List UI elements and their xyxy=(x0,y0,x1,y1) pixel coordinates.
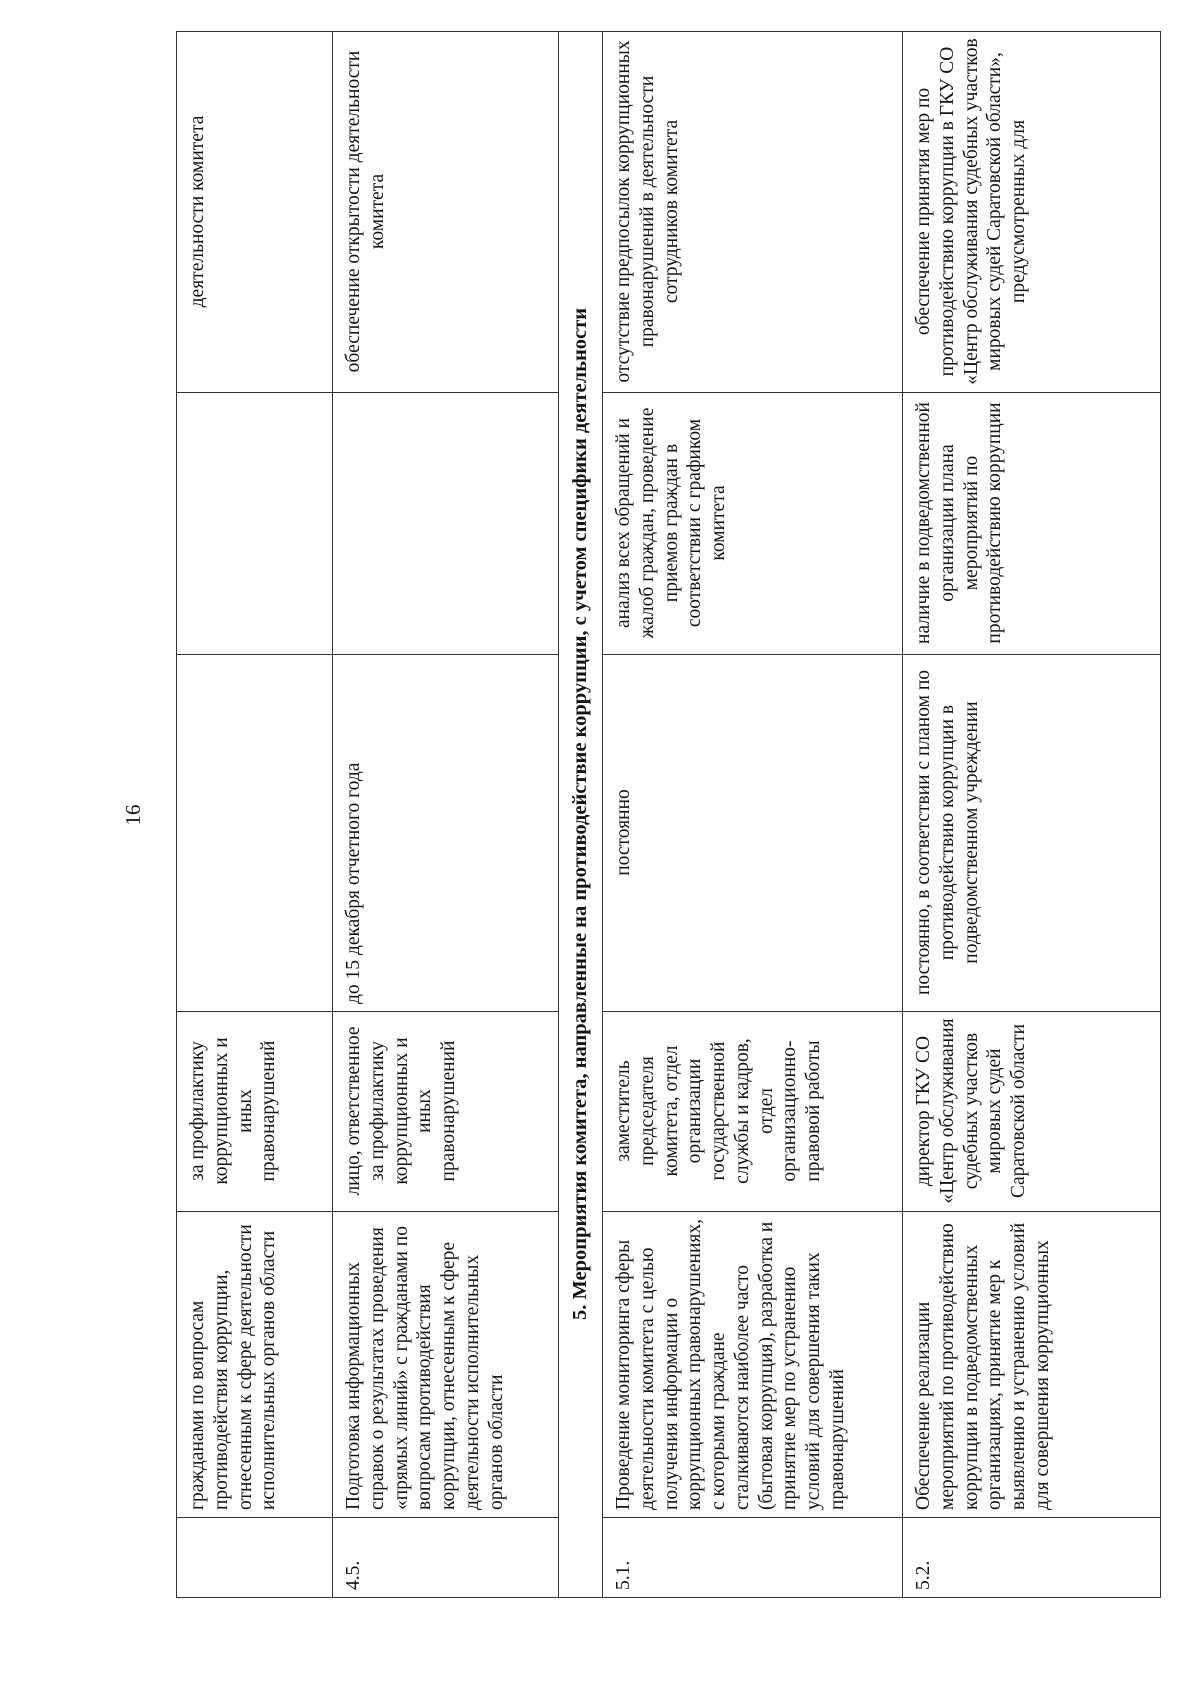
row-number: 5.2. xyxy=(903,1518,1161,1598)
activity-cell: Подготовка информационных справок о результатах проведения «прямых линий» с гражданами по вопросам противодействия коррупции, отнесенным к сфере деятельности исполнительных органов области xyxy=(333,1212,559,1518)
indicator-cell: наличие в подведомственной организации плана мероприятий по противодействию коррупции xyxy=(903,393,1161,655)
responsible-cell: директор ГКУ СО «Центр обслуживания судебных участков мировых судей Саратовской области xyxy=(903,1012,1161,1212)
indicator-cell xyxy=(333,393,559,655)
result-cell: обеспечение открытости деятельности комитета xyxy=(333,32,559,393)
result-cell: деятельности комитета xyxy=(177,32,333,393)
deadline-cell: до 15 декабря отчетного года xyxy=(333,655,559,1012)
section-title: 5. Мероприятия комитета, направленные на противодействие коррупции, с учетом специфики деятельности xyxy=(559,32,603,1598)
activity-cell: Обеспечение реализации мероприятий по противодействию коррупции в подведомственных организациях, принятие мер к выявлению и устранению условий для совершения коррупционных xyxy=(903,1212,1161,1518)
table-row xyxy=(603,32,903,1598)
indicator-cell: анализ всех обращений и жалоб граждан, проведение приемов граждан в соответствии с графиком комитета xyxy=(603,393,903,655)
page-number: 16 xyxy=(121,804,145,826)
row-number xyxy=(177,1518,333,1598)
table-row xyxy=(903,32,1161,1598)
rotated-page xyxy=(118,32,1160,1598)
responsible-cell: за профилактику коррупционных и иных правонарушений xyxy=(177,1012,333,1212)
table-row xyxy=(333,32,559,1598)
table-row xyxy=(177,32,333,1598)
result-cell: отсутствие предпосылок коррупционных правонарушений в деятельности сотрудников комитета xyxy=(603,32,903,393)
indicator-cell xyxy=(177,393,333,655)
row-number: 4.5. xyxy=(333,1518,559,1598)
activity-cell: Проведение мониторинга сферы деятельности комитета с целью получения информации о коррупционных правонарушениях, с которыми граждане сталкиваются наиболее часто (бытовая коррупция), разработка и принятие мер по устранению условий для совершения таких правонарушений xyxy=(603,1212,903,1518)
responsible-cell: заместитель председателя комитета, отдел организации государственной службы и кадров, отдел организационно-правовой работы xyxy=(603,1012,903,1212)
deadline-cell: постоянно, в соответствии с планом по противодействию коррупции в подведомственном учреждении xyxy=(903,655,1161,1012)
deadline-cell: постоянно xyxy=(603,655,903,1012)
deadline-cell xyxy=(177,655,333,1012)
responsible-cell: лицо, ответственное за профилактику коррупционных и иных правонарушений xyxy=(333,1012,559,1212)
row-number: 5.1. xyxy=(603,1518,903,1598)
result-cell: обеспечение принятия мер по противодействию коррупции в ГКУ СО «Центр обслуживания судебных участков мировых судей Саратовской области», предусмотренных для xyxy=(903,32,1161,393)
activity-cell: гражданами по вопросам противодействия коррупции, отнесенным к сфере деятельности исполнительных органов области xyxy=(177,1212,333,1518)
section-heading-row xyxy=(559,32,603,1598)
measures-table xyxy=(176,31,1161,1598)
